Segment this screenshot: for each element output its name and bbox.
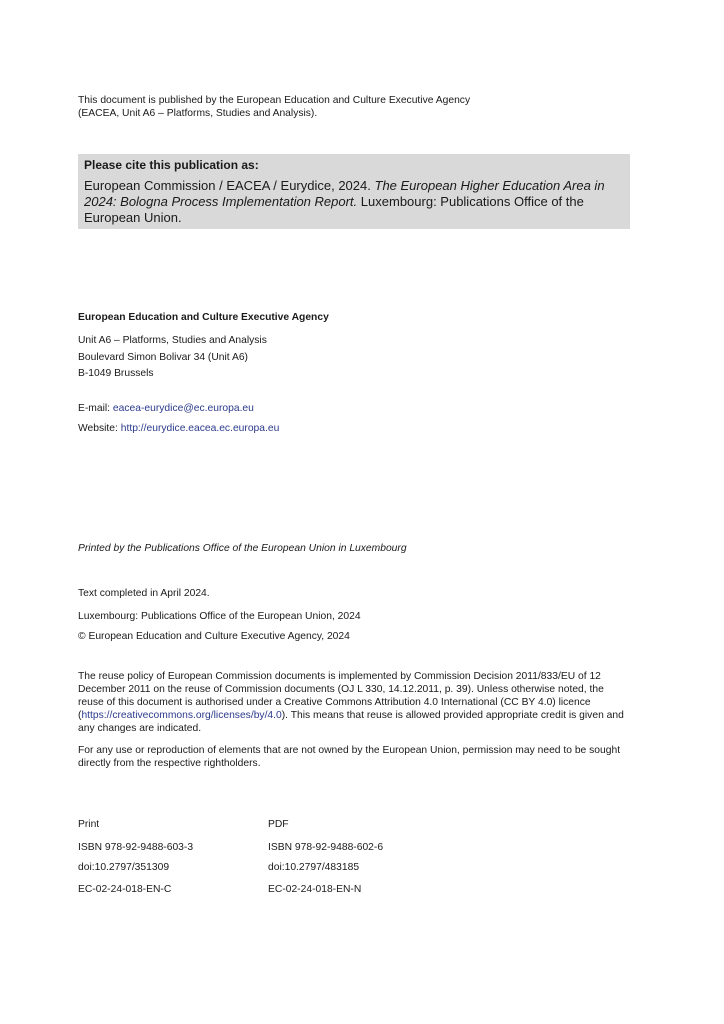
agency-street: Boulevard Simon Bolivar 34 (Unit A6) (78, 351, 248, 363)
email-label: E-mail: (78, 403, 111, 414)
agency-email-line (78, 402, 254, 415)
pdf-catalogue: EC-02-24-018-EN-N (268, 884, 362, 895)
reuse-policy (78, 670, 630, 735)
agency-city: B-1049 Brussels (78, 368, 154, 379)
email-link[interactable]: eacea-eurydice@ec.europa.eu (112, 403, 254, 414)
citation-suffix: Luxembourg: Publications Office of the European Union. (84, 194, 584, 225)
cc-license-link[interactable]: https://creativecommons.org/licenses/by/4.0 (81, 710, 282, 721)
print-doi: doi:10.2797/351309 (78, 862, 170, 873)
printed-by: Printed by the Publications Office of the European Union in Luxembourg (78, 543, 407, 554)
citation-title: The European Higher Education Area in 2024: Bologna Process Implementation Report. (84, 178, 605, 209)
reuse-text-before: The reuse policy of European Commission documents is implemented by Commission Decision 2011/833/EU of 12 December 2011 on the reuse of Commission documents (OJ L 330, 14.12.2011, p. 39). Unless otherwise noted, the reuse of this document is authorised under a Creative Commons Attribution 4.0 International (CC BY 4.0) licence ( (78, 671, 604, 721)
publication-office-line: Luxembourg: Publications Office of the European Union, 2024 (78, 611, 361, 622)
print-catalogue: EC-02-24-018-EN-C (78, 884, 172, 895)
copyright-line: © European Education and Culture Executive Agency, 2024 (78, 631, 350, 642)
publisher-line-2: (EACEA, Unit A6 – Platforms, Studies and Analysis). (78, 108, 318, 119)
reuse-text-after: ). This means that reuse is allowed provided appropriate credit is given and any changes are indicated. (78, 710, 624, 734)
print-label: Print (78, 819, 100, 830)
print-isbn: ISBN 978-92-9488-603-3 (78, 842, 194, 853)
citation-prefix: European Commission / EACEA / Eurydice, 2024. (84, 178, 371, 193)
citation-heading: Please cite this publication as: (84, 158, 259, 172)
agency-website-line (78, 422, 279, 435)
permission-note: For any use or reproduction of elements that are not owned by the European Union, permission may need to be sought directly from the respective rightholders. (78, 745, 621, 769)
website-link[interactable]: http://eurydice.eacea.ec.europa.eu (120, 423, 280, 434)
publisher-note (78, 94, 638, 120)
agency-unit: Unit A6 – Platforms, Studies and Analysis (78, 335, 267, 346)
text-completed: Text completed in April 2024. (78, 588, 210, 599)
website-label: Website: (78, 423, 118, 434)
citation-box (78, 154, 630, 229)
pdf-doi: doi:10.2797/483185 (268, 862, 360, 873)
publisher-line-1: This document is published by the European Education and Culture Executive Agency (78, 95, 471, 106)
pdf-label: PDF (268, 819, 289, 830)
citation-text (84, 178, 624, 226)
agency-name: European Education and Culture Executive Agency (78, 312, 329, 323)
pdf-isbn: ISBN 978-92-9488-602-6 (268, 842, 384, 853)
agency-address (78, 333, 267, 383)
